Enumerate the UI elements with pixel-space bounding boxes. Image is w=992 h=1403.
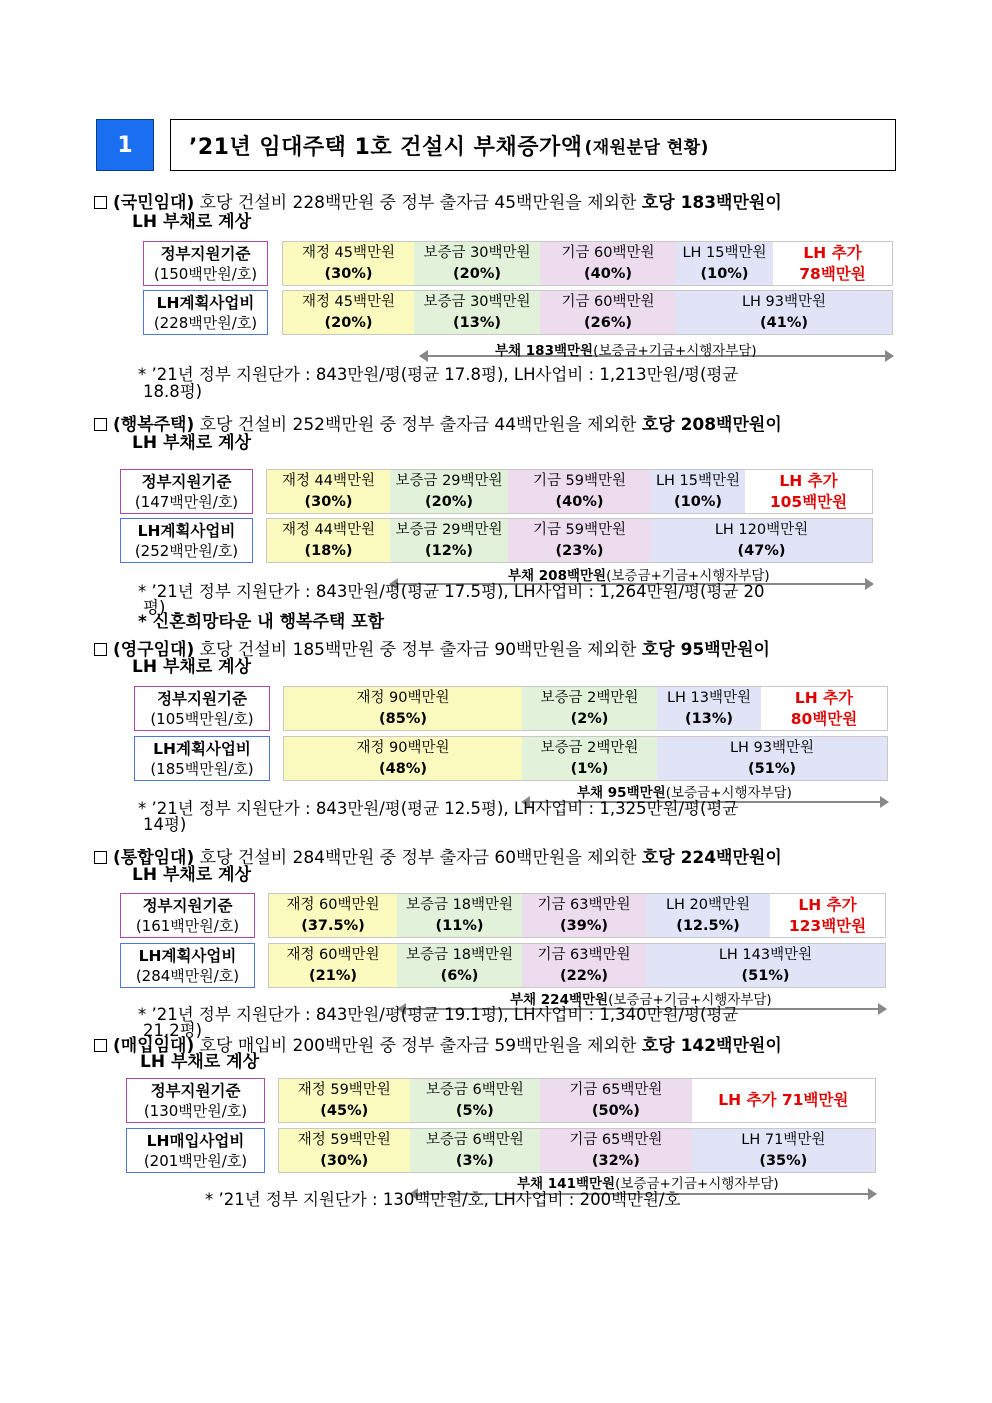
cell-fiscal: 재정 59백만원 (30%) bbox=[279, 1129, 410, 1172]
label-gov-standard: 정부지원기준 (161백만원/호) bbox=[120, 893, 255, 938]
note-line-cont: 평) bbox=[143, 598, 166, 617]
cell-lh: LH 15백만원 (10%) bbox=[651, 470, 745, 513]
cell-fiscal: 재정 44백만원 (30%) bbox=[267, 470, 390, 513]
cell-fund: 기금 65백만원 (32%) bbox=[540, 1129, 691, 1172]
funding-row-lh bbox=[278, 1128, 876, 1173]
section-heading-cont: LH 부채로 계상 bbox=[132, 865, 252, 885]
section-tag: (국민임대) bbox=[113, 193, 195, 213]
cell-fiscal: 재정 45백만원 (30%) bbox=[283, 242, 414, 285]
label-lh-plan bbox=[143, 290, 268, 335]
debt-label: 부채 208백만원(보증금+기금+시행자부담) bbox=[508, 568, 770, 584]
checkbox-square-icon bbox=[94, 1039, 107, 1052]
cell-lh-extra: LH 추가 78백만원 bbox=[773, 242, 892, 285]
cell-deposit: 보증금 30백만원 (20%) bbox=[414, 242, 540, 285]
section-bold-text: 호당 183백만원이 bbox=[641, 193, 782, 213]
section-heading: (매입임대) 호당 매입비 200백만원 중 정부 출자금 59백만원을 제외한 호당 142백만원이 bbox=[94, 1031, 900, 1056]
page-title bbox=[170, 119, 896, 171]
funding-row-gov bbox=[282, 241, 893, 286]
label-gov-standard: 정부지원기준 (105백만원/호) bbox=[134, 686, 270, 731]
cell-fiscal: 재정 59백만원 (45%) bbox=[279, 1079, 410, 1122]
funding-row-gov bbox=[278, 1078, 876, 1123]
cell-deposit: 보증금 6백만원 (3%) bbox=[410, 1129, 541, 1172]
cell-fund: 기금 65백만원 (50%) bbox=[540, 1079, 691, 1122]
note-line-cont: 21.2평) bbox=[143, 1021, 203, 1040]
cell-deposit: 보증금 29백만원 (20%) bbox=[390, 470, 508, 513]
funding-row-gov bbox=[266, 469, 873, 514]
cell-fund: 기금 59백만원 (23%) bbox=[508, 519, 651, 562]
label-title: LH계획사업비 bbox=[156, 293, 255, 312]
section-heading: (행복주택) 호당 건설비 252백만원 중 정부 출자금 44백만원을 제외한 호당 208백만원이 bbox=[94, 410, 900, 435]
funding-row-lh bbox=[268, 943, 886, 988]
note-line: * ’21년 정부 지원단가 : 130백만원/호, LH사업비 : 200백만원/호 bbox=[205, 1190, 681, 1209]
cell-fund: 기금 59백만원 (40%) bbox=[508, 470, 651, 513]
note-line-cont: 18.8평) bbox=[143, 382, 203, 401]
funding-row-gov bbox=[268, 893, 886, 938]
label-lh-plan: LH계획사업비 (284백만원/호) bbox=[120, 943, 255, 988]
section-text: 호당 건설비 228백만원 중 정부 출자금 45백만원을 제외한 bbox=[194, 193, 642, 213]
cell-lh: LH 93백만원 (41%) bbox=[676, 291, 892, 334]
cell-lh-extra: LH 추가 123백만원 bbox=[770, 894, 885, 937]
cell-deposit: 보증금 18백만원 (6%) bbox=[397, 944, 522, 987]
cell-lh: LH 143백만원 (51%) bbox=[646, 944, 885, 987]
cell-deposit: 보증금 29백만원 (12%) bbox=[390, 519, 508, 562]
debt-label: 부채 141백만원(보증금+기금+시행자부담) bbox=[517, 1176, 779, 1192]
cell-deposit: 보증금 30백만원 (13%) bbox=[414, 291, 540, 334]
cell-deposit: 보증금 18백만원 (11%) bbox=[397, 894, 522, 937]
note-line: * ’21년 정부 지원단가 : 843만원/평(평균 17.8평), LH사업비 : 1,213만원/평(평균 bbox=[138, 365, 739, 384]
cell-lh: LH 71백만원 (35%) bbox=[692, 1129, 875, 1172]
label-gov-standard: 정부지원기준 (130백만원/호) bbox=[126, 1078, 265, 1123]
section-heading-cont: LH 부채로 계상 bbox=[140, 1052, 260, 1072]
label-amount: (150백만원/호) bbox=[153, 264, 258, 283]
cell-lh-extra: LH 추가 71백만원 bbox=[692, 1079, 875, 1122]
cell-lh: LH 120백만원 (47%) bbox=[651, 519, 872, 562]
funding-row-gov bbox=[283, 686, 888, 731]
cell-fund: 기금 60백만원 (40%) bbox=[540, 242, 676, 285]
debt-label: 부채 224백만원(보증금+기금+시행자부담) bbox=[510, 992, 772, 1008]
section-heading: (영구임대) 호당 건설비 185백만원 중 정부 출자금 90백만원을 제외한 호당 95백만원이 bbox=[94, 635, 900, 660]
cell-deposit: 보증금 2백만원 (2%) bbox=[522, 687, 657, 730]
note-line: * ’21년 정부 지원단가 : 843만원/평(평균 19.1평), LH사업비 : 1,340만원/평(평균 bbox=[138, 1005, 739, 1024]
section-number-badge: 1 bbox=[96, 119, 154, 171]
cell-deposit: 보증금 2백만원 (1%) bbox=[522, 737, 657, 780]
label-title: 정부지원기준 bbox=[160, 244, 251, 263]
cell-fiscal: 재정 90백만원 (48%) bbox=[284, 737, 522, 780]
checkbox-square-icon bbox=[94, 851, 107, 864]
cell-fund: 기금 63백만원 (39%) bbox=[522, 894, 646, 937]
label-gov-standard bbox=[143, 241, 268, 286]
checkbox-square-icon bbox=[94, 418, 107, 431]
cell-fiscal: 재정 60백만원 (21%) bbox=[269, 944, 397, 987]
label-lh-purchase: LH매입사업비 (201백만원/호) bbox=[126, 1128, 265, 1173]
funding-row-lh bbox=[266, 518, 873, 563]
funding-row-lh bbox=[282, 290, 893, 335]
funding-row-lh bbox=[283, 736, 888, 781]
cell-lh: LH 15백만원 (10%) bbox=[676, 242, 773, 285]
checkbox-square-icon bbox=[94, 196, 107, 209]
debt-label: 부채 95백만원(보증금+시행자부담) bbox=[577, 785, 792, 801]
cell-fiscal: 재정 45백만원 (20%) bbox=[283, 291, 414, 334]
note-line: * ’21년 정부 지원단가 : 843만원/평(평균 12.5평), LH사업비 : 1,325만원/평(평균 bbox=[138, 799, 739, 818]
label-gov-standard: 정부지원기준 (147백만원/호) bbox=[120, 469, 253, 514]
label-lh-plan: LH계획사업비 (185백만원/호) bbox=[134, 736, 270, 781]
label-amount: (228백만원/호) bbox=[153, 313, 258, 332]
section-heading-cont: LH 부채로 계상 bbox=[132, 212, 252, 232]
cell-lh-extra: LH 추가 80백만원 bbox=[761, 687, 887, 730]
section-heading-cont: LH 부채로 계상 bbox=[132, 657, 252, 677]
cell-fund: 기금 60백만원 (26%) bbox=[540, 291, 676, 334]
cell-lh: LH 13백만원 (13%) bbox=[657, 687, 761, 730]
title-main: ’21년 임대주택 1호 건설시 부채증가액 bbox=[189, 134, 583, 160]
cell-fiscal: 재정 60백만원 (37.5%) bbox=[269, 894, 397, 937]
cell-fiscal: 재정 90백만원 (85%) bbox=[284, 687, 522, 730]
section-heading: (통합임대) 호당 건설비 284백만원 중 정부 출자금 60백만원을 제외한 호당 224백만원이 bbox=[94, 843, 900, 868]
cell-fiscal: 재정 44백만원 (18%) bbox=[267, 519, 390, 562]
label-lh-plan: LH계획사업비 (252백만원/호) bbox=[120, 518, 253, 563]
section-heading-cont: LH 부채로 계상 bbox=[132, 433, 252, 453]
checkbox-square-icon bbox=[94, 643, 107, 656]
cell-fund: 기금 63백만원 (22%) bbox=[522, 944, 646, 987]
cell-deposit: 보증금 6백만원 (5%) bbox=[410, 1079, 541, 1122]
note-line-cont: 14평) bbox=[143, 815, 187, 834]
cell-lh: LH 20백만원 (12.5%) bbox=[646, 894, 770, 937]
note-line: * ’21년 정부 지원단가 : 843만원/평(평균 17.5평), LH사업비 : 1,264만원/평(평균 20 bbox=[138, 582, 765, 601]
cell-lh-extra: LH 추가 105백만원 bbox=[745, 470, 872, 513]
debt-label: 부채 183백만원(보증금+기금+시행자부담) bbox=[495, 343, 757, 359]
title-sub: (재원분담 현황) bbox=[584, 137, 709, 158]
note-bold: * 신혼희망타운 내 행복주택 포함 bbox=[138, 612, 385, 632]
cell-lh: LH 93백만원 (51%) bbox=[657, 737, 887, 780]
